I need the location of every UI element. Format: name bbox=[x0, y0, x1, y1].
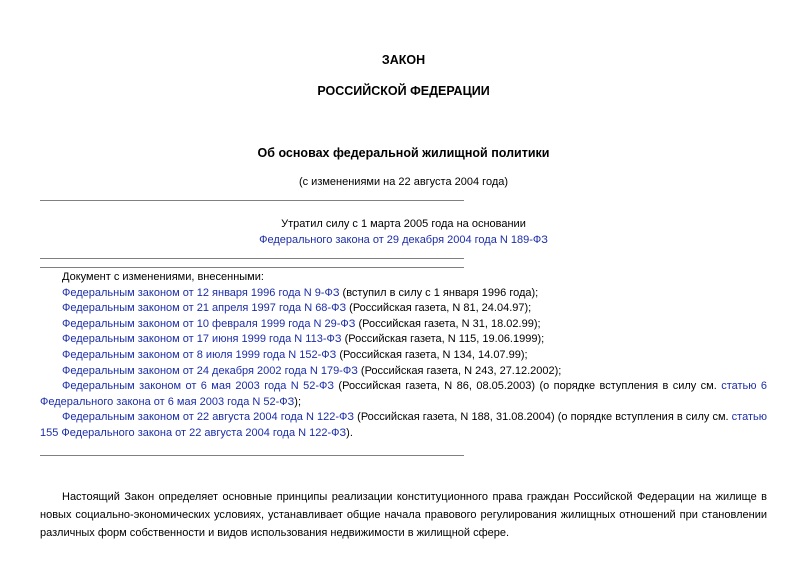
amendment-item bbox=[40, 364, 767, 380]
amendment-item bbox=[40, 379, 767, 410]
amendment-note: (Российская газета, N 81, 24.04.97); bbox=[346, 302, 532, 315]
amendment-law-link[interactable]: Федеральным законом от 12 января 1996 года N 9-ФЗ bbox=[62, 286, 340, 299]
amendment-law-link[interactable]: Федеральным законом от 10 февраля 1999 года N 29-ФЗ bbox=[62, 317, 356, 330]
amendment-item bbox=[40, 301, 767, 317]
amendment-note: (Российская газета, N 243, 27.12.2002); bbox=[357, 364, 562, 377]
repeal-law-link[interactable]: Федерального закона от 29 декабря 2004 года N 189-ФЗ bbox=[259, 234, 548, 246]
amendments-heading: Документ с изменениями, внесенными: bbox=[62, 271, 264, 283]
amendment-note-tail: ). bbox=[346, 426, 353, 439]
amendment-law-link[interactable]: Федеральным законом от 8 июля 1999 года N 152-ФЗ bbox=[62, 348, 337, 361]
amendment-law-link[interactable]: Федеральным законом от 21 апреля 1997 года N 68-ФЗ bbox=[62, 302, 347, 315]
amendment-item bbox=[40, 332, 767, 348]
amendment-article-link[interactable]: статью 155 Федерального закона от 22 августа 2004 года N 122-ФЗ bbox=[40, 411, 767, 439]
amendment-law-link[interactable]: Федеральным законом от 24 декабря 2002 года N 179-ФЗ bbox=[62, 364, 358, 377]
document-subject-title: Об основах федеральной жилищной политики bbox=[257, 146, 550, 160]
separator-rule bbox=[40, 200, 464, 201]
amendment-note: (Российская газета, N 86, 08.05.2003) (о порядке вступления в силу см. bbox=[334, 380, 722, 393]
amendment-note: (вступил в силу с 1 января 1996 года); bbox=[339, 286, 539, 299]
amendment-note: (Российская газета, N 134, 14.07.99); bbox=[336, 348, 528, 361]
amendment-item bbox=[40, 348, 767, 364]
amendments-list bbox=[40, 270, 767, 442]
amendment-article-link[interactable]: статью 6 Федерального закона от 6 мая 2003 года N 52-ФЗ bbox=[40, 380, 768, 408]
repeal-status-text: Утратил силу с 1 марта 2005 года на основании bbox=[281, 218, 526, 230]
amendment-law-link[interactable]: Федеральным законом от 17 июня 1999 года N 113-ФЗ bbox=[62, 333, 342, 346]
amendment-note-tail: ); bbox=[294, 395, 302, 408]
amendment-item bbox=[40, 317, 767, 333]
amendment-law-link[interactable]: Федеральным законом от 6 мая 2003 года N 52-ФЗ bbox=[62, 380, 335, 393]
document-type-title: ЗАКОН bbox=[381, 53, 426, 67]
amendment-item bbox=[40, 286, 767, 302]
amendment-note: (Российская газета, N 31, 18.02.99); bbox=[355, 317, 541, 330]
preamble-paragraph: Настоящий Закон определяет основные принципы реализации конституционного права граждан Российской Федерации на жилище в новых социально-экономических условиях, устанавливает общие начала правового регулирования жилищных отношений при становлении различных форм собственности и видов использования недвижимости в жилищной сфере. bbox=[40, 491, 767, 539]
separator-rule bbox=[40, 455, 464, 456]
amendment-date-note: (с изменениями на 22 августа 2004 года) bbox=[298, 176, 509, 188]
amendment-note: (Российская газета, N 115, 19.06.1999); bbox=[341, 333, 545, 346]
separator-rule bbox=[40, 258, 464, 259]
amendment-note: (Российская газета, N 188, 31.08.2004) (о порядке вступления в силу см. bbox=[354, 411, 732, 424]
document-issuer-title: РОССИЙСКОЙ ФЕДЕРАЦИИ bbox=[317, 84, 490, 98]
repeal-status-line bbox=[0, 234, 807, 246]
amendment-law-link[interactable]: Федеральным законом от 22 августа 2004 года N 122-ФЗ bbox=[62, 411, 355, 424]
amendment-item bbox=[40, 410, 767, 441]
separator-rule bbox=[40, 267, 464, 268]
